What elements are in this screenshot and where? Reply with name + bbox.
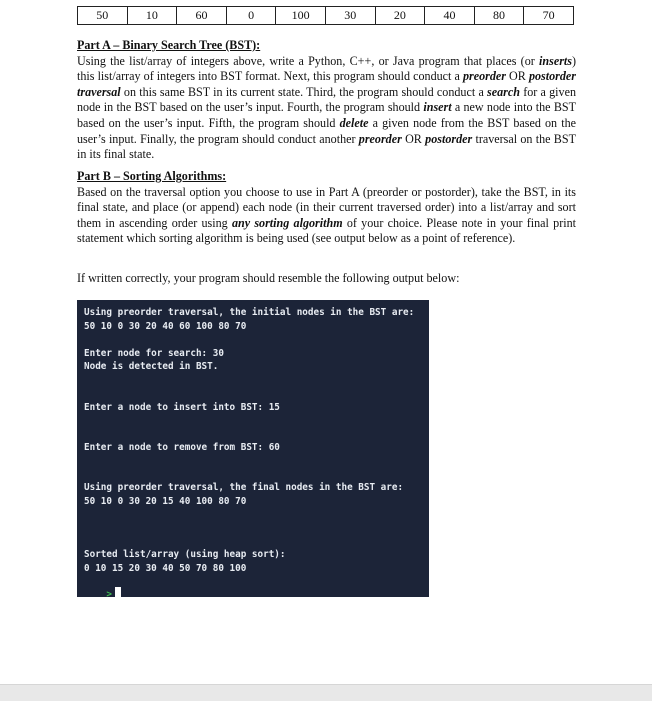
emphasized-term: postorder traversal xyxy=(77,69,576,99)
body-text: traversal on the BST in its final state. xyxy=(77,131,576,162)
console-line: 0 10 15 20 30 40 50 70 80 100 xyxy=(84,563,247,574)
emphasized-term: inserts xyxy=(539,53,572,68)
console-line: 50 10 0 30 20 15 40 100 80 70 xyxy=(84,496,247,507)
emphasized-term: postorder xyxy=(425,131,473,146)
console-prompt-line xyxy=(84,576,121,611)
body-text: Based on the traversal option you choose to use in Part A (preorder or postorder), take the BST, in its final state, and place (or append) each node (in their current traversed order) into a list/array and sort them in ascending order using xyxy=(77,184,576,230)
text-cursor xyxy=(115,587,121,599)
bottom-scrollbar-area xyxy=(0,684,652,701)
body-text: OR xyxy=(401,131,426,146)
console-line: Node is detected in BST. xyxy=(84,361,219,372)
emphasized-term: preorder xyxy=(358,131,402,146)
part-b-section xyxy=(77,169,576,247)
emphasized-term: preorder xyxy=(462,69,506,84)
array-cell: 70 xyxy=(524,7,574,25)
body-text: on this same BST in its current state. Third, the program should conduct a xyxy=(120,84,488,99)
body-text: ) this list/array of integers into BST format. Next, this program should conduct a xyxy=(77,53,576,84)
integer-array-row xyxy=(78,7,574,25)
body-text: OR xyxy=(505,69,529,84)
part-b-body xyxy=(77,185,576,247)
array-cell: 10 xyxy=(127,7,177,25)
body-text: for a given node in the BST based on the user’s input. Fourth, the program should xyxy=(77,84,576,115)
array-cell: 50 xyxy=(78,7,128,25)
emphasized-term: search xyxy=(487,84,520,99)
console-line: Enter node for search: 30 xyxy=(84,348,224,359)
part-a-section xyxy=(77,38,576,163)
array-cell: 20 xyxy=(375,7,425,25)
body-text: a new node into the BST based on the user’s input. Fifth, the program should xyxy=(77,100,576,130)
body-text: Using the list/array of integers above, write a Python, C++, or Java program that places (or xyxy=(77,53,540,68)
prompt-chevron-icon: > xyxy=(106,589,112,600)
part-a-body xyxy=(77,54,576,163)
console-line: Sorted list/array (using heap sort): xyxy=(84,549,286,560)
array-cell: 0 xyxy=(226,7,276,25)
array-cell: 40 xyxy=(425,7,475,25)
array-cell: 100 xyxy=(276,7,326,25)
output-intro-text: If written correctly, your program should resemble the following output below: xyxy=(77,271,460,285)
console-line: Using preorder traversal, the final nodes in the BST are: xyxy=(84,482,404,493)
emphasized-term: insert xyxy=(423,100,452,115)
body-text: of your choice. Please note in your final print statement which sorting algorithm is being used (see output below as a point of reference). xyxy=(77,215,576,246)
part-b-heading: Part B – Sorting Algorithms: xyxy=(77,169,227,183)
console-line: Using preorder traversal, the initial nodes in the BST are: xyxy=(84,307,415,318)
integer-array-table xyxy=(77,6,574,25)
array-cell: 80 xyxy=(474,7,524,25)
part-a-heading: Part A – Binary Search Tree (BST): xyxy=(77,38,261,52)
emphasized-term: any sorting algorithm xyxy=(231,215,343,230)
console-line: Enter a node to insert into BST: 15 xyxy=(84,402,280,413)
emphasized-term: delete xyxy=(339,115,369,130)
console-output-screenshot xyxy=(77,300,429,600)
array-cell: 30 xyxy=(325,7,375,25)
body-text: a given node from the BST based on the user’s input. Finally, the program should conduct another xyxy=(77,115,576,146)
array-cell: 60 xyxy=(177,7,227,25)
console-line: Enter a node to remove from BST: 60 xyxy=(84,442,280,453)
console-line: 50 10 0 30 20 40 60 100 80 70 xyxy=(84,321,247,332)
